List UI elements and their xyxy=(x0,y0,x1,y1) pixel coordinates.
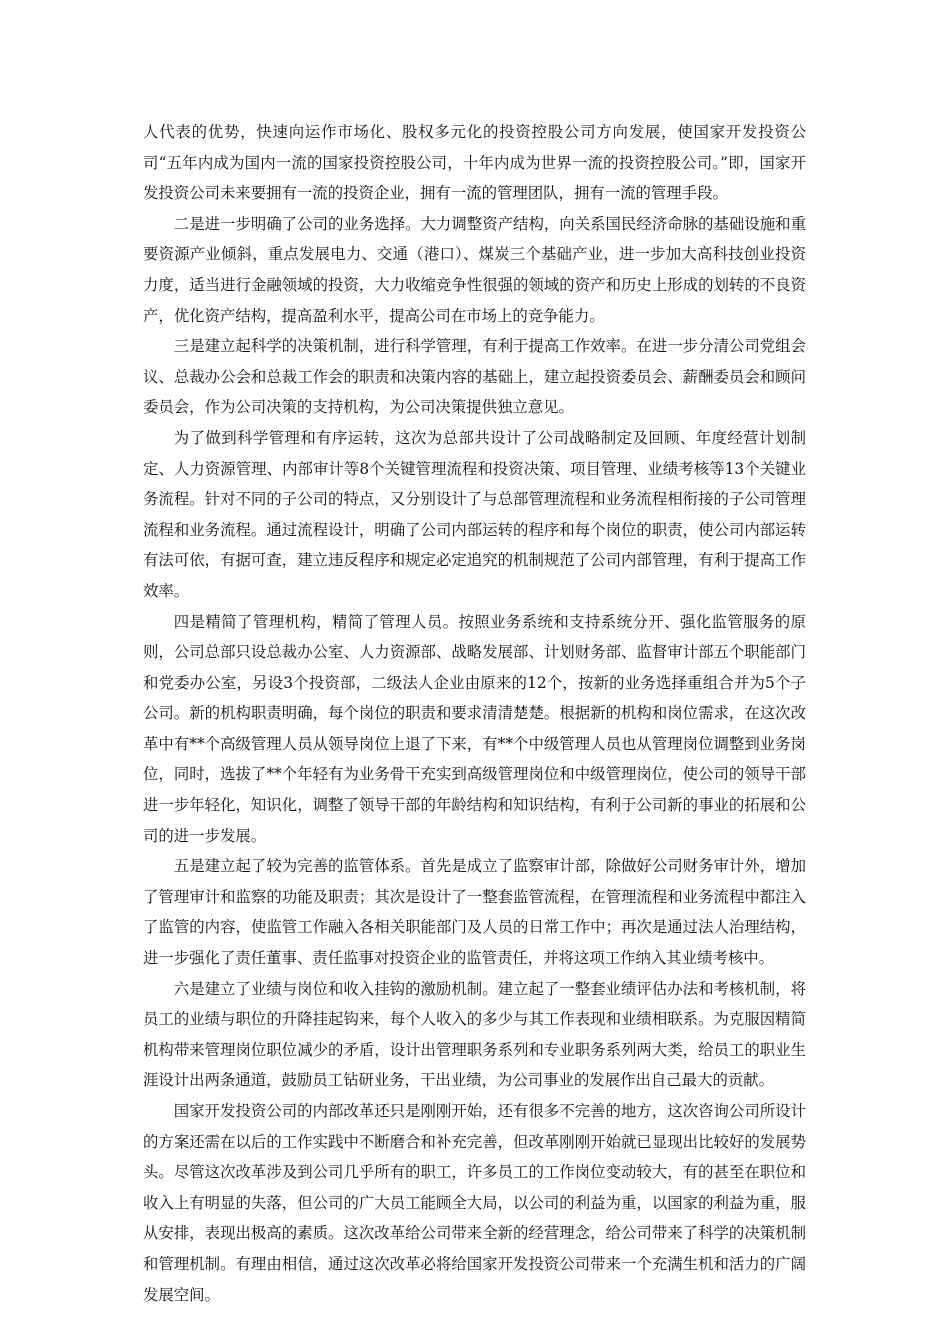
paragraph-supervision-system: 五是建立起了较为完善的监管体系。首先是成立了监察审计部，除做好公司财务审计外，增加了管理审计和监察的功能及职责；其次是设计了一整套监管流程，在管理流程和业务流程中都注入了监管的内容，使监管工作融入各相关职能部门及人员的日常工作中；再次是通过法人治理结构，进一步强化了责任董事、责任监事对投资企业的监管责任，并将这项工作纳入其业绩考核中。 xyxy=(143,857,806,968)
paragraph-decision-mechanism: 三是建立起科学的决策机制，进行科学管理，有利于提高工作效率。在进一步分清公司党组会议、总裁办公会和总裁工作会的职责和决策内容的基础上，建立起投资委员会、薪酬委员会和顾问委员会，作为公司决策的支持机构，为公司决策提供独立意见。 xyxy=(143,337,806,417)
paragraph-conclusion: 国家开发投资公司的内部改革还只是刚刚开始，还有很多不完善的地方，这次咨询公司所设计的方案还需在以后的工作实践中不断磨合和补充完善，但改革刚刚开始就已显现出比较好的发展势头。尽管这次改革涉及到公司几乎所有的职工，许多员工的工作岗位变动较大，有的甚至在职位和收入上有明显的失落，但公司的广大员工能顾全大局，以公司的利益为重，以国家的利益为重，服从安排，表现出极高的素质。这次改革给公司带来全新的经营理念，给公司带来了科学的决策机制和管理机制。有理由相信，通过这次改革必将给国家开发投资公司带来一个充满生机和活力的广阔发展空间。 xyxy=(143,1102,806,1304)
paragraph-streamlined-organization: 四是精简了管理机构，精简了管理人员。按照业务系统和支持系统分开、强化监管服务的原则，公司总部只设总裁办公室、人力资源部、战略发展部、计划财务部、监督审计部五个职能部门和党委办公室，另设3个投资部，二级法人企业由原来的12个，按新的业务选择重组合并为5个子公司。新的机构职责明确，每个岗位的职责和要求清清楚楚。根据新的机构和岗位需求，在这次改革中有**个高级管理人员从领导岗位上退了下来，有**个中级管理人员也从管理岗位调整到业务岗位，同时，选拔了**个年轻有为业务骨干充实到高级管理岗位和中级管理岗位，使公司的领导干部进一步年轻化，知识化，调整了领导干部的年龄结构和知识结构，有利于公司新的事业的拓展和公司的进一步发展。 xyxy=(143,612,806,845)
paragraph-continuation: 人代表的优势，快速向运作市场化、股权多元化的投资控股公司方向发展，使国家开发投资公司“五年内成为国内一流的国家投资控股公司，十年内成为世界一流的投资控股公司。”即，国家开发投资公司未来要拥有一流的投资企业，拥有一流的管理团队，拥有一流的管理手段。 xyxy=(143,123,806,203)
paragraph-incentive-mechanism: 六是建立了业绩与岗位和收入挂钩的激励机制。建立起了一整套业绩评估办法和考核机制，将员工的业绩与职位的升降挂起钩来，每个人收入的多少与其工作表现和业绩相联系。为克服因精简机构带来管理岗位职位减少的矛盾，设计出管理职务系列和专业职务系列两大类，给员工的职业生涯设计出两条通道，鼓励员工钻研业务，干出业绩，为公司事业的发展作出自己最大的贡献。 xyxy=(143,979,806,1090)
paragraph-process-design: 为了做到科学管理和有序运转，这次为总部共设计了公司战略制定及回顾、年度经营计划制定、人力资源管理、内部审计等8个关键管理流程和投资决策、项目管理、业绩考核等13个关键业务流程。针对不同的子公司的特点，又分别设计了与总部管理流程和业务流程相衔接的子公司管理流程和业务流程。通过流程设计，明确了公司内部运转的程序和每个岗位的职责，使公司内部运转有法可依，有据可查，建立违反程序和规定必定追究的机制规范了公司内部管理，有利于提高工作效率。 xyxy=(143,428,806,600)
paragraph-business-selection: 二是进一步明确了公司的业务选择。大力调整资产结构，向关系国民经济命脉的基础设施和重要资源产业倾斜，重点发展电力、交通（港口）、煤炭三个基础产业，进一步加大高科技创业投资力度，适当进行金融领域的投资，大力收缩竞争性很强的领域的资产和历史上形成的划转的不良资产，优化资产结构，提高盈利水平，提高公司在市场上的竞争能力。 xyxy=(143,214,806,325)
document-body xyxy=(143,117,806,1310)
